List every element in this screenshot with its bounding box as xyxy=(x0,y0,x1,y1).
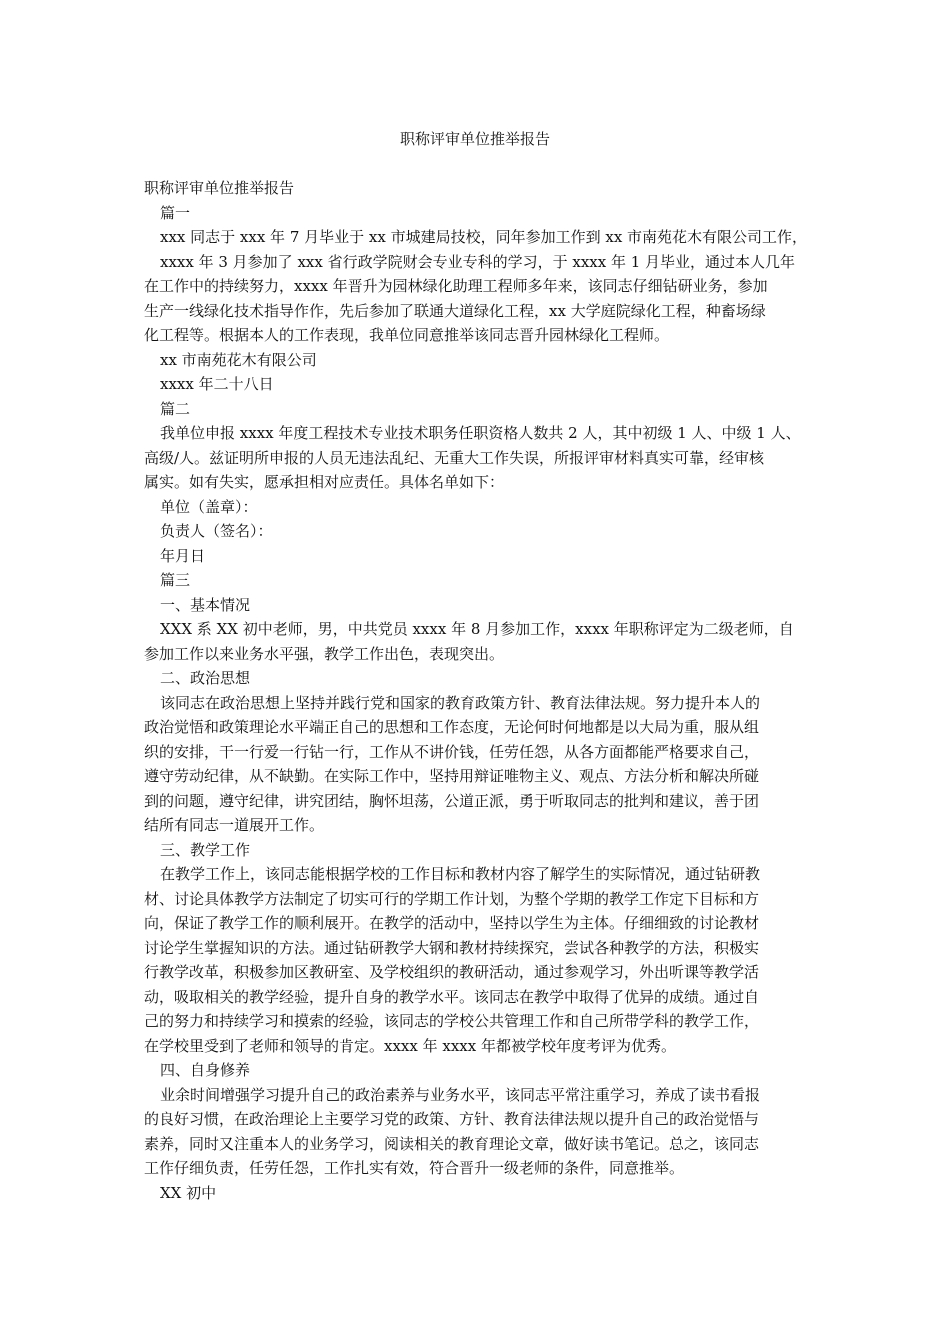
text-line: 工作仔细负责，任劳任怨，工作扎实有效，符合晋升一级老师的条件，同意推举。 xyxy=(144,1159,685,1177)
text-line: xx 市南苑花木有限公司 xyxy=(160,350,317,369)
text-line: 遵守劳动纪律，从不缺勤。在实际工作中，坚持用辩证唯物主义、观点、方法分析和解决所碰 xyxy=(144,767,760,785)
text-line: 一、基本情况 xyxy=(160,595,251,614)
text-line: 在教学工作上，该同志能根据学校的工作目标和教材内容了解学生的实际情况，通过钻研教 xyxy=(160,865,761,883)
text-line: XXX 系 XX 初中老师，男，中共党员 xxxx 年 8 月参加工作，xxxx 年职称评定为二级老师，自 xyxy=(160,620,794,638)
text-line: 在学校里受到了老师和领导的肯定。xxxx 年 xxxx 年都被学校年度考评为优秀。 xyxy=(144,1036,676,1055)
text-line: 材、讨论具体教学方法制定了切实可行的学期工作计划，为整个学期的教学工作定下目标和方 xyxy=(144,889,760,908)
text-line: 织的安排，干一行爱一行钻一行，工作从不讲价钱，任劳任怨，从各方面都能严格要求自己， xyxy=(144,742,760,761)
text-line: xxxx 年二十八日 xyxy=(160,375,274,393)
text-line: 属实。如有失实，愿承担相对应责任。具体名单如下： xyxy=(144,473,505,491)
text-line: 化工程等。根据本人的工作表现，我单位同意推举该同志晋升园林绿化工程师。 xyxy=(144,326,670,344)
text-line: 篇三 xyxy=(160,571,191,589)
text-line: 向，保证了教学工作的顺利展开。在教学的活动中，坚持以学生为主体。仔细细致的讨论教材 xyxy=(144,914,760,932)
text-line: 业余时间增强学习提升自己的政治素养与业务水平，该同志平常注重学习，养成了读书看报 xyxy=(160,1085,761,1104)
text-line: 年月日 xyxy=(160,546,206,565)
text-line: 四、自身修养 xyxy=(160,1061,251,1079)
text-line: 的良好习惯，在政治理论上主要学习党的政策、方针、教育法律法规以提升自己的政治觉悟与 xyxy=(144,1110,760,1128)
text-line: 二、政治思想 xyxy=(160,669,251,687)
text-line: 职称评审单位推举报告 xyxy=(144,179,295,197)
text-line: 行教学改革，积极参加区教研室、及学校组织的教研活动，通过参观学习，外出听课等教学活 xyxy=(144,963,760,981)
text-line: 该同志在政治思想上坚持并践行党和国家的教育政策方针、教育法律法规。努力提升本人的 xyxy=(160,693,761,712)
text-line: 篇一 xyxy=(160,203,191,222)
text-line: 己的努力和持续学习和摸索的经验，该同志的学校公共管理工作和自己所带学科的教学工作， xyxy=(144,1012,760,1030)
text-line: XX 初中 xyxy=(160,1183,217,1202)
text-line: 我单位申报 xxxx 年度工程技术专业技术职务任职资格人数共 2 人，其中初级 1 人、中级 1 人、 xyxy=(160,424,801,442)
text-line: 动，吸取相关的教学经验，提升自身的教学水平。该同志在教学中取得了优异的成绩。通过自 xyxy=(144,987,760,1006)
text-line: 参加工作以来业务水平强，教学工作出色，表现突出。 xyxy=(144,644,505,663)
text-line: 负责人（签名）： xyxy=(160,522,273,540)
text-line: 三、教学工作 xyxy=(160,840,251,859)
document-body xyxy=(144,176,824,1205)
text-line: 到的问题，遵守纪律，讲究团结，胸怀坦荡，公道正派，勇于听取同志的批判和建议，善于团 xyxy=(144,791,760,810)
text-line: 高级/人。兹证明所申报的人员无违法乱纪、无重大工作失误，所报评审材料真实可靠，经审核 xyxy=(144,448,765,467)
text-line: 素养，同时又注重本人的业务学习，阅读相关的教育理论文章，做好读书笔记。总之，该同志 xyxy=(144,1134,760,1153)
text-line: 讨论学生掌握知识的方法。通过钻研教学大钢和教材持续探究，尝试各种教学的方法，积极实 xyxy=(144,938,760,957)
text-line: 政治觉悟和政策理论水平端正自己的思想和工作态度，无论何时何地都是以大局为重，服从组 xyxy=(144,718,760,736)
text-line: 生产一线绿化技术指导作作，先后参加了联通大道绿化工程，xx 大学庭院绿化工程，种畜场绿 xyxy=(144,301,766,320)
text-line: 篇二 xyxy=(160,399,191,418)
page-title: 职称评审单位推举报告 xyxy=(399,130,550,148)
text-line: 在工作中的持续努力，xxxx 年晋升为园林绿化助理工程师多年来，该同志仔细钻研业务，参加 xyxy=(144,277,768,295)
text-line: xxxx 年 3 月参加了 xxx 省行政学院财会专业专科的学习，于 xxxx 年 1 月毕业，通过本人几年 xyxy=(160,252,796,271)
text-line: 单位（盖章）： xyxy=(160,497,258,516)
text-line: 结所有同志一道展开工作。 xyxy=(144,816,325,834)
text-line: xxx 同志于 xxx 年 7 月毕业于 xx 市城建局技校，同年参加工作到 xx 市南苑花木有限公司工作， xyxy=(160,228,808,246)
